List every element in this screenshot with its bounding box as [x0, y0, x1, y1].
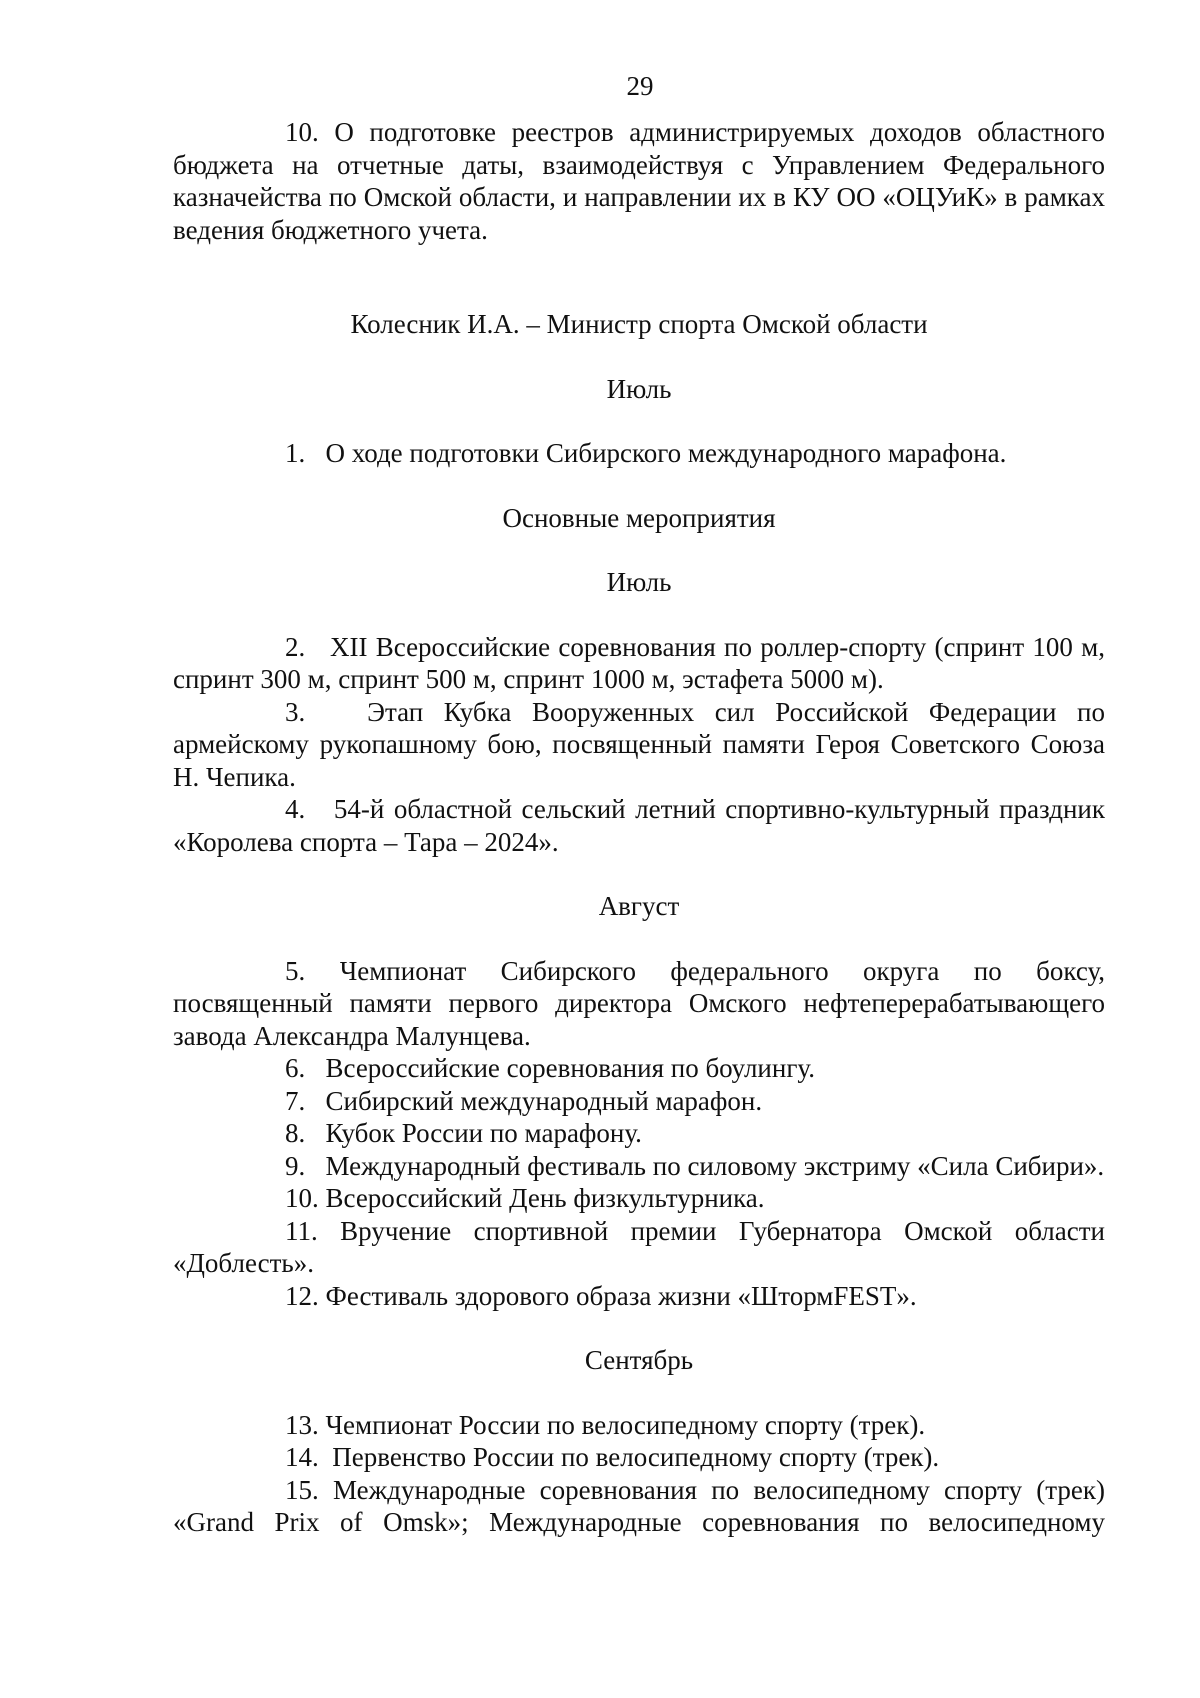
item-text: Чемпионат Сибирского федерального округа по боксу, посвященный памяти первого директора Омского нефтеперерабатывающего завода Александра Малунцева.	[173, 955, 1106, 1051]
item-number: 5.	[285, 955, 306, 986]
list-item	[173, 1215, 1105, 1280]
item-text: 54-й областной сельский летний спортивно-культурный праздник «Королева спорта – Тара – 2024».	[173, 794, 1105, 857]
list-item	[173, 116, 1105, 246]
month-heading-august: Август	[598, 891, 680, 921]
section-heading-minister: Колесник И.А. – Министр спорта Омской области	[350, 309, 928, 339]
item-number: 10.	[285, 117, 319, 147]
item-text: Кубок России по марафону.	[325, 1118, 642, 1148]
item-number: 11.	[285, 1215, 318, 1246]
month-heading-july: Июль	[606, 567, 672, 597]
document-body	[173, 116, 1105, 1539]
item-text: Сибирский международный марафон.	[325, 1085, 763, 1116]
list-item	[173, 1052, 1105, 1085]
month-heading-september: Сентябрь	[584, 1345, 694, 1375]
item-text: Первенство России по велосипедному спорту (трек).	[332, 1442, 940, 1472]
list-item	[173, 437, 1105, 470]
item-number: 7.	[285, 1085, 306, 1116]
item-number: 3.	[285, 696, 306, 727]
list-item	[173, 955, 1105, 1053]
item-text: Международные соревнования по велосипедному спорту (трек) «Grand Prix of Omsk»; Международные соревнования по велосипедному	[173, 1474, 1105, 1537]
list-item	[173, 1474, 1105, 1539]
item-number: 8.	[285, 1118, 306, 1148]
item-number: 13.	[285, 1409, 319, 1440]
list-item	[173, 1085, 1105, 1118]
item-text: Всероссийские соревнования по боулингу.	[325, 1053, 815, 1083]
list-item	[173, 1117, 1105, 1150]
section-heading-main-events: Основные мероприятия	[502, 502, 776, 533]
list-item	[173, 631, 1105, 696]
list-item	[173, 793, 1105, 858]
list-item	[173, 1409, 1105, 1442]
item-text: Чемпионат России по велосипедному спорту (трек).	[325, 1409, 926, 1440]
item-number: 12.	[285, 1280, 319, 1311]
item-text: Всероссийский День физкультурника.	[325, 1183, 765, 1213]
list-item	[173, 1150, 1105, 1183]
list-item	[173, 1280, 1105, 1313]
list-item	[173, 1441, 1105, 1474]
item-number: 4.	[285, 794, 306, 824]
item-number: 1.	[285, 438, 306, 468]
month-heading-july: Июль	[606, 373, 672, 404]
item-text: Вручение спортивной премии Губернатора Омской области «Доблесть».	[173, 1215, 1106, 1278]
item-text: Фестиваль здорового образа жизни «ШтормFEST».	[325, 1280, 917, 1311]
page-number: 29	[626, 71, 654, 101]
list-item	[173, 1182, 1105, 1215]
item-number: 2.	[285, 631, 306, 662]
item-number: 10.	[285, 1183, 319, 1213]
item-text: О подготовке реестров администрируемых доходов областного бюджета на отчетные даты, взаимодействуя с Управлением Федерального казначейства по Омской области, и направлении их в КУ ОО «ОЦУиК» в рамках ведения бюджетного учета.	[173, 117, 1105, 245]
item-text: XII Всероссийские соревнования по роллер-спорту (спринт 100 м, спринт 300 м, спринт 500 м, спринт 1000 м, эстафета 5000 м).	[173, 631, 1106, 694]
item-text: О ходе подготовки Сибирского международного марафона.	[325, 438, 1007, 468]
item-number: 9.	[285, 1150, 306, 1181]
list-item	[173, 696, 1105, 794]
item-text: Этап Кубка Вооруженных сил Российской Федерации по армейскому рукопашному бою, посвященный памяти Героя Советского Союза Н. Чепика.	[173, 696, 1105, 792]
item-number: 15.	[285, 1474, 319, 1505]
item-number: 6.	[285, 1053, 306, 1083]
item-text: Международный фестиваль по силовому экстриму «Сила Сибири».	[325, 1150, 1105, 1181]
item-number: 14.	[285, 1442, 319, 1472]
